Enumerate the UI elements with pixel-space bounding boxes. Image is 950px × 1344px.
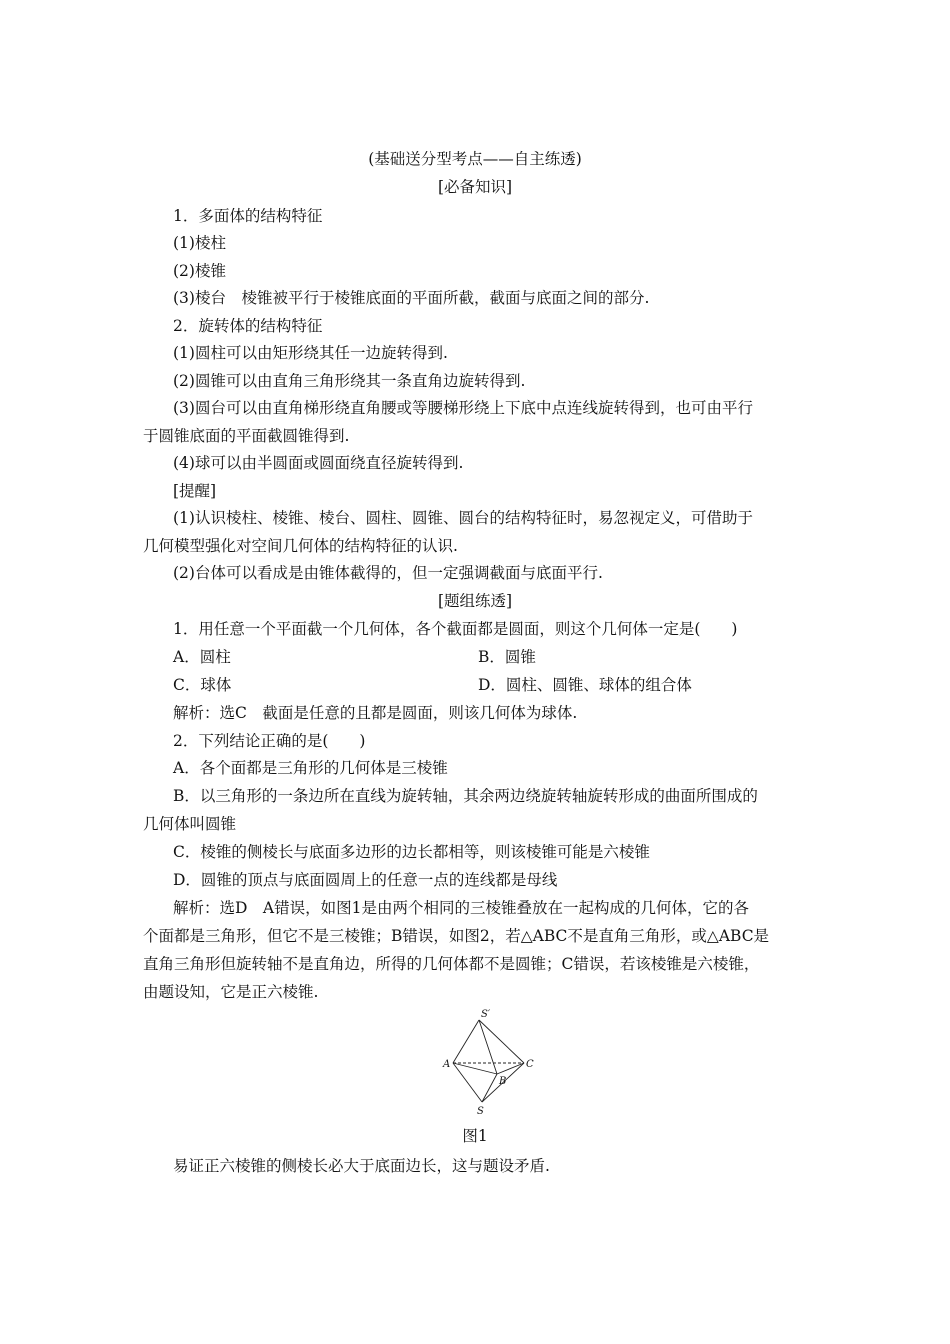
knowledge-item: (4)球可以由半圆面或圆面绕直径旋转得到.	[173, 454, 464, 472]
section-title-practice: [题组练透]	[437, 592, 513, 610]
question-1-stem: 1．用任意一个平面截一个几何体，各个截面都是圆面，则这个几何体一定是( )	[173, 620, 738, 638]
question-1-option-b: B．圆锥	[478, 648, 536, 666]
question-2-option-b-continued: 几何体叫圆锥	[143, 815, 237, 833]
vertex-label-c: C	[526, 1059, 534, 1070]
knowledge-heading-1: 1．多面体的结构特征	[173, 207, 323, 225]
question-1-solution: 解析：选C 截面是任意的且都是圆面，则该几何体为球体.	[173, 704, 578, 722]
closing-remark: 易证正六棱锥的侧棱长必大于底面边长，这与题设矛盾.	[173, 1157, 550, 1175]
edge-sprime-a	[453, 1020, 479, 1063]
figure-1-double-pyramid	[437, 1005, 547, 1121]
reminder-item: (2)台体可以看成是由锥体截得的，但一定强调截面与底面平行.	[173, 564, 603, 582]
reminder-title: [提醒]	[173, 482, 217, 500]
vertex-label-s-prime: S′	[481, 1009, 491, 1020]
question-2-option-d: D．圆锥的顶点与底面圆周上的任意一点的连线都是母线	[173, 871, 558, 889]
knowledge-item-continued: 于圆锥底面的平面截圆锥得到.	[143, 427, 350, 445]
edge-b-s	[482, 1074, 497, 1102]
question-1-option-a: A．圆柱	[173, 648, 231, 666]
question-2-solution: 解析：选D A错误，如图1是由两个相同的三棱锥叠放在一起构成的几何体，它的各	[173, 899, 749, 917]
question-2-stem: 2．下列结论正确的是( )	[173, 732, 366, 750]
question-1-option-c: C．球体	[173, 676, 232, 694]
vertex-label-b: B	[499, 1076, 507, 1087]
question-2-option-b: B．以三角形的一条边所在直线为旋转轴，其余两边绕旋转轴旋转形成的曲面所围成的	[173, 787, 758, 805]
knowledge-item: (1)圆柱可以由矩形绕其任一边旋转得到.	[173, 344, 448, 362]
edge-b-c	[497, 1063, 524, 1074]
knowledge-item: (2)圆锥可以由直角三角形绕其一条直角边旋转得到.	[173, 372, 526, 390]
question-2-solution-continued: 直角三角形但旋转轴不是直角边，所得的几何体都不是圆锥；C错误，若该棱锥是六棱锥，	[143, 955, 760, 973]
question-1-option-d: D．圆柱、圆锥、球体的组合体	[478, 676, 692, 694]
question-2-solution-continued: 个面都是三角形，但它不是三棱锥；B错误，如图2，若△ABC不是直角三角形，或△ABC是	[143, 927, 770, 945]
knowledge-item: (3)圆台可以由直角梯形绕直角腰或等腰梯形绕上下底中点连线旋转得到，也可由平行	[173, 399, 753, 417]
section-header: (基础送分型考点——自主练透)	[368, 150, 582, 168]
knowledge-item: (3)棱台 棱锥被平行于棱锥底面的平面所截，截面与底面之间的部分.	[173, 289, 650, 307]
vertex-label-a: A	[443, 1059, 451, 1070]
question-2-option-c: C．棱锥的侧棱长与底面多边形的边长都相等，则该棱锥可能是六棱锥	[173, 843, 650, 861]
knowledge-item: (2)棱锥	[173, 262, 226, 280]
section-title-knowledge: [必备知识]	[437, 178, 513, 196]
question-2-solution-continued: 由题设知，它是正六棱锥.	[143, 983, 319, 1001]
knowledge-heading-2: 2．旋转体的结构特征	[173, 317, 323, 335]
reminder-item: (1)认识棱柱、棱锥、棱台、圆柱、圆锥、圆台的结构特征时，易忽视定义，可借助于	[173, 509, 753, 527]
knowledge-item: (1)棱柱	[173, 234, 226, 252]
figure-caption: 图1	[462, 1127, 488, 1145]
vertex-label-s: S	[477, 1106, 484, 1117]
question-2-option-a: A．各个面都是三角形的几何体是三棱锥	[173, 759, 448, 777]
reminder-item-continued: 几何模型强化对空间几何体的结构特征的认识.	[143, 537, 458, 555]
